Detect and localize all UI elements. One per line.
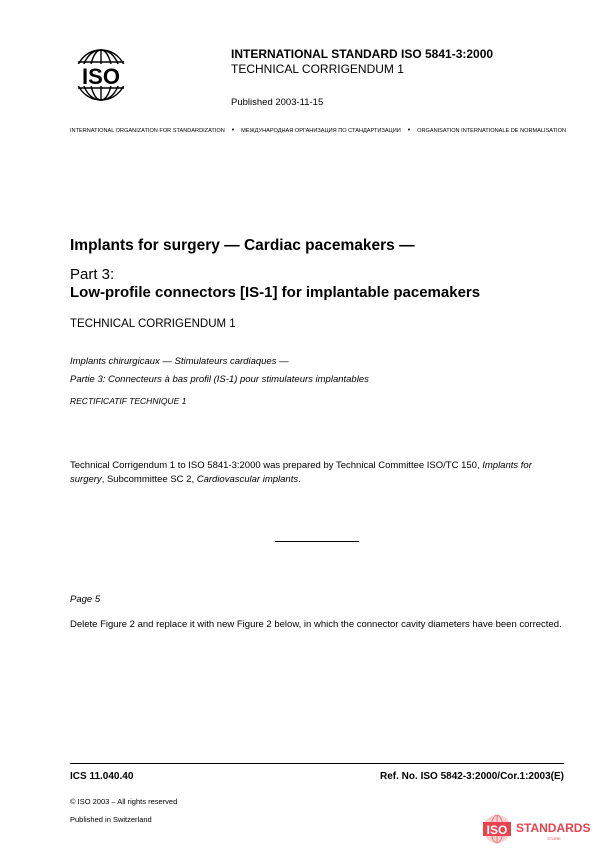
badge-standards-text: STANDARDS xyxy=(516,821,591,835)
ics-code: ICS 11.040.40 xyxy=(70,771,134,782)
standard-subtitle: TECHNICAL CORRIGENDUM 1 xyxy=(231,62,404,76)
instruction-paragraph: Delete Figure 2 and replace it with new Figure 2 below, in which the connector cavity diameters have been corrected. xyxy=(70,619,562,630)
standard-title: INTERNATIONAL STANDARD ISO 5841-3:2000 xyxy=(231,47,494,61)
org-english: INTERNATIONAL ORGANIZATION FOR STANDARDIZATION xyxy=(70,127,225,134)
reference-number: Ref. No. ISO 5842-3:2000/Cor.1:2003(E) xyxy=(380,771,564,782)
part-label: Part 3: xyxy=(70,266,115,283)
organization-line xyxy=(70,127,566,134)
french-part-title: Partie 3: Connecteurs à bas profil (IS-1) pour stimulateurs implantables xyxy=(70,374,369,385)
iso-standards-store-badge[interactable] xyxy=(482,814,594,844)
corrigendum-label: TECHNICAL CORRIGENDUM 1 xyxy=(70,318,236,330)
copyright-notice: © ISO 2003 – All rights reserved xyxy=(70,797,178,806)
published-in: Published in Switzerland xyxy=(70,815,152,824)
section-divider xyxy=(275,541,359,542)
org-french: ORGANISATION INTERNATIONALE DE NORMALISATION xyxy=(417,127,566,134)
published-date: Published 2003-11-15 xyxy=(231,97,324,108)
intro-paragraph: Technical Corrigendum 1 to ISO 5841-3:2000 was prepared by Technical Committee ISO/TC 150, Implants for surgery, Subcommittee SC 2, Cardiovascular implants. xyxy=(70,460,532,485)
part-title: Low-profile connectors [IS-1] for implantable pacemakers xyxy=(70,284,481,301)
footer-divider xyxy=(70,763,564,764)
separator-dot: • xyxy=(407,127,411,134)
page-reference: Page 5 xyxy=(70,594,101,605)
badge-store-text: STORE xyxy=(547,836,561,841)
french-corrigendum: RECTIFICATIF TECHNIQUE 1 xyxy=(70,396,187,406)
org-russian: МЕЖДУНАРОДНАЯ ОРГАНИЗАЦИЯ ПО СТАНДАРТИЗАЦИИ xyxy=(241,127,401,134)
iso-logo-text: ISO xyxy=(82,64,120,89)
iso-logo xyxy=(70,47,132,103)
french-title: Implants chirurgicaux — Stimulateurs cardiaques — xyxy=(70,356,289,367)
badge-logo-text: ISO xyxy=(486,823,508,837)
document-title: Implants for surgery — Cardiac pacemakers — xyxy=(70,237,415,254)
separator-dot: • xyxy=(231,127,235,134)
